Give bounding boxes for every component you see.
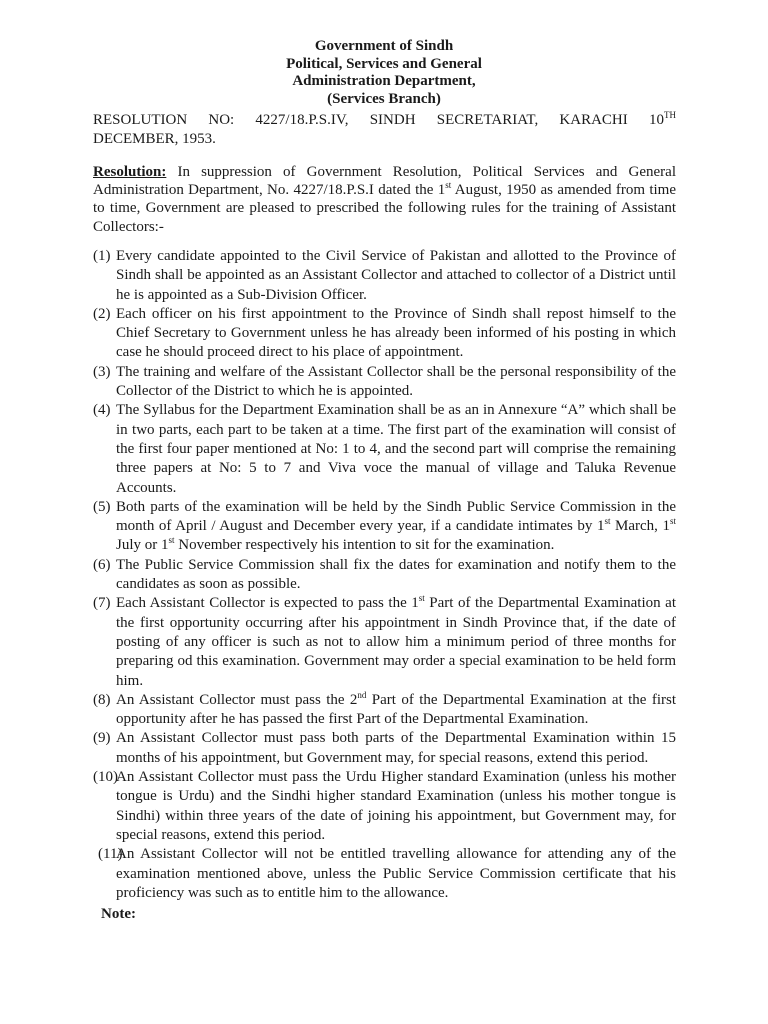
resno-line-2: DECEMBER, 1953.	[93, 131, 216, 147]
rule-item-10: (10) An Assistant Collector must pass the Urdu Higher standard Examination (unless his mother tongue is Urdu) and the Sindhi higher standard Examination (unless his mother tongue is Sindhi) within three years of the date of joining his appointment, but Government may, for special reasons, extend this period.	[93, 769, 676, 843]
resno-word: NO:	[208, 112, 235, 128]
rule-item-7: (7) Each Assistant Collector is expected to pass the 1st Part of the Departmental Examination at the first opportunity occurring after his appointment in Sindh Province that, if the date of posting of any officer is such as not to allow him a minimum period of three months for preparing od this examination. Government may order a special examination to be held form him.	[93, 593, 676, 689]
resno-word: SINDH	[369, 112, 416, 128]
resno-word: 4227/18.P.S.IV,	[255, 112, 349, 128]
rule-item-3: (3) The training and welfare of the Assistant Collector shall be the personal responsibility of the Collector of the District to which he is appointed.	[93, 363, 676, 400]
heading-line-2: Political, Services and General	[286, 55, 482, 72]
rule-item-11: (11) An Assistant Collector will not be entitled travelling allowance for attending any of the examination mentioned above, unless the Public Service Commission certificate that his proficiency was such as to entitle him to the allowance.	[98, 846, 676, 901]
heading-line-4: (Services Branch)	[327, 90, 441, 107]
note-label: Note:	[101, 906, 136, 922]
rule-item-4: (4) The Syllabus for the Department Examination shall be as an in Annexure “A” which shall be in two parts, each part to be taken at a time. The first part of the examination will consist of the first four paper mentioned at No: 1 to 4, and the second part will comprise the remaining three papers at No: 5 to 7 and Viva voce the manual of village and Taluka Revenue Accounts.	[93, 402, 676, 496]
rule-item-2: (2) Each officer on his first appointment to the Province of Sindh shall repost himself to the Chief Secretary to Government unless he has already been informed of his posting in which case he should proceed direct to his place of appointment.	[93, 305, 676, 361]
resolution-intro-paragraph: Resolution: In suppression of Government Resolution, Political Services and General Administration Department, No. 4227/18.P.S.I dated the 1st August, 1950 as amended from time to time, Government are pleased to prescribed the following rules for the training of Assistant Collectors:-	[93, 164, 676, 235]
rules-list	[93, 247, 676, 903]
resno-word: KARACHI	[559, 112, 628, 128]
resolution-number-block	[93, 111, 676, 149]
resno-date-day: 10TH	[648, 110, 676, 128]
heading-line-3: Administration Department,	[292, 73, 476, 89]
rule-item-8: (8) An Assistant Collector must pass the 2nd Part of the Departmental Examination at the first opportunity after he has passed the first Part of the Departmental Examination.	[93, 689, 676, 728]
rule-item-1: (1) Every candidate appointed to the Civil Service of Pakistan and allotted to the Province of Sindh shall be appointed as an Assistant Collector and attached to collector of a District until he is appointed as a Sub-Division Officer.	[93, 248, 676, 303]
resolution-label: Resolution:	[93, 164, 167, 180]
document-heading	[0, 38, 768, 108]
resno-word: SECRETARIAT,	[436, 112, 539, 128]
rule-item-9: (9) An Assistant Collector must pass both parts of the Departmental Examination within 15 months of his appointment, but Government may, for special reasons, extend this period.	[93, 730, 676, 766]
rule-item-6: (6) The Public Service Commission shall fix the dates for examination and notify them to the candidates as soon as possible.	[93, 556, 676, 593]
resno-word: RESOLUTION	[93, 112, 188, 128]
rule-item-5: (5) Both parts of the examination will be held by the Sindh Public Service Commission in the month of April / August and December every year, if a candidate intimates by 1st March, 1st July or 1st November respectively his intention to sit for the examination.	[93, 498, 676, 554]
heading-line-1: Government of Sindh	[314, 38, 454, 54]
